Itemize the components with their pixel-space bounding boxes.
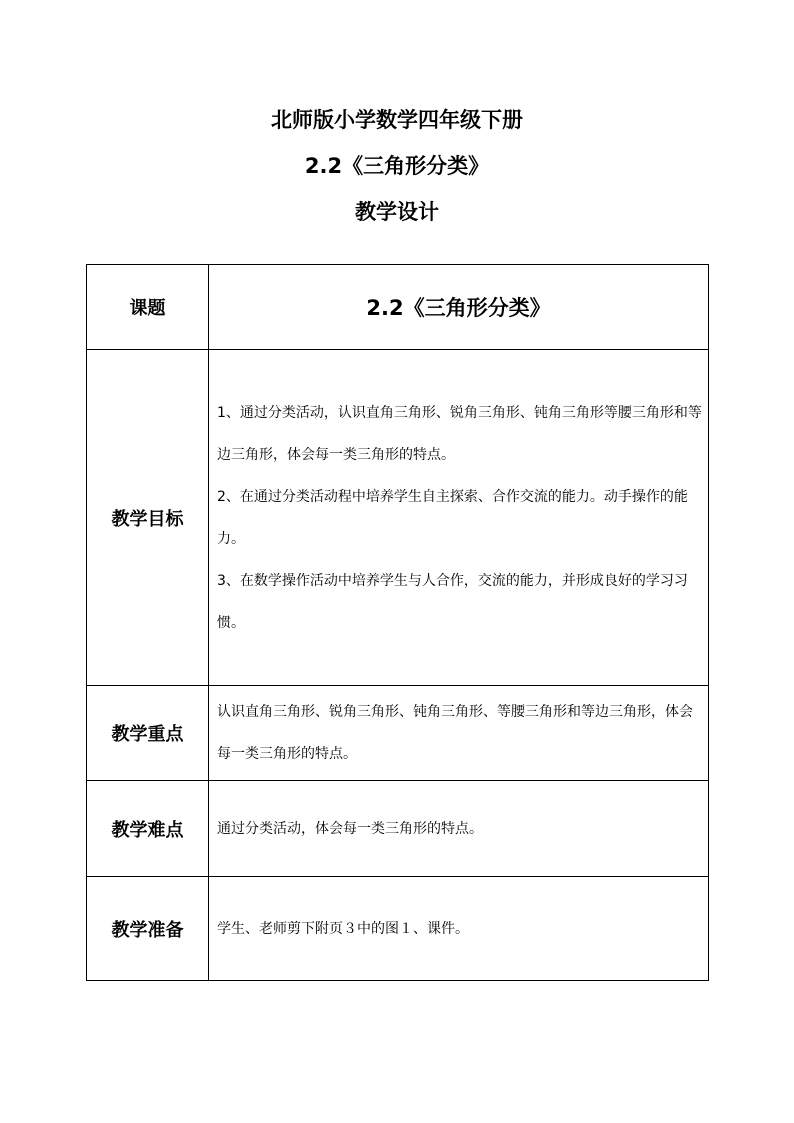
key-points-value: 认识直角三角形、锐角三角形、钝角三角形、等腰三角形和等边三角形，体会每一类三角形的特点。 <box>209 686 709 781</box>
title-design: 教学设计 <box>355 200 439 224</box>
difficulties-label: 教学难点 <box>87 781 209 877</box>
topic-label: 课题 <box>87 265 209 350</box>
row-difficulties <box>87 781 709 877</box>
objective-item-1: 1、通过分类活动，认识直角三角形、锐角三角形、钝角三角形等腰三角形和等边三角形，体会每一类三角形的特点。 <box>217 404 702 463</box>
preparation-label: 教学准备 <box>87 877 209 981</box>
difficulties-value: 通过分类活动，体会每一类三角形的特点。 <box>209 781 709 877</box>
objective-item-3: 3、在数学操作活动中培养学生与人合作，交流的能力，并形成良好的学习习惯。 <box>217 572 688 631</box>
title-lesson: 2.2《三角形分类》 <box>304 154 490 178</box>
preparation-value: 学生、老师剪下附页３中的图１、课件。 <box>209 877 709 981</box>
row-topic <box>87 265 709 350</box>
objectives-label: 教学目标 <box>87 350 209 686</box>
document-title <box>0 103 794 241</box>
key-points-label: 教学重点 <box>87 686 209 781</box>
objectives-value <box>209 350 709 686</box>
row-objectives <box>87 350 709 686</box>
row-key-points <box>87 686 709 781</box>
title-course: 北师版小学数学四年级下册 <box>271 108 523 132</box>
lesson-plan-table <box>86 264 709 981</box>
row-preparation <box>87 877 709 981</box>
objective-item-2: 2、在通过分类活动程中培养学生自主探索、合作交流的能力。动手操作的能力。 <box>217 488 688 547</box>
topic-value: 2.2《三角形分类》 <box>209 265 709 350</box>
